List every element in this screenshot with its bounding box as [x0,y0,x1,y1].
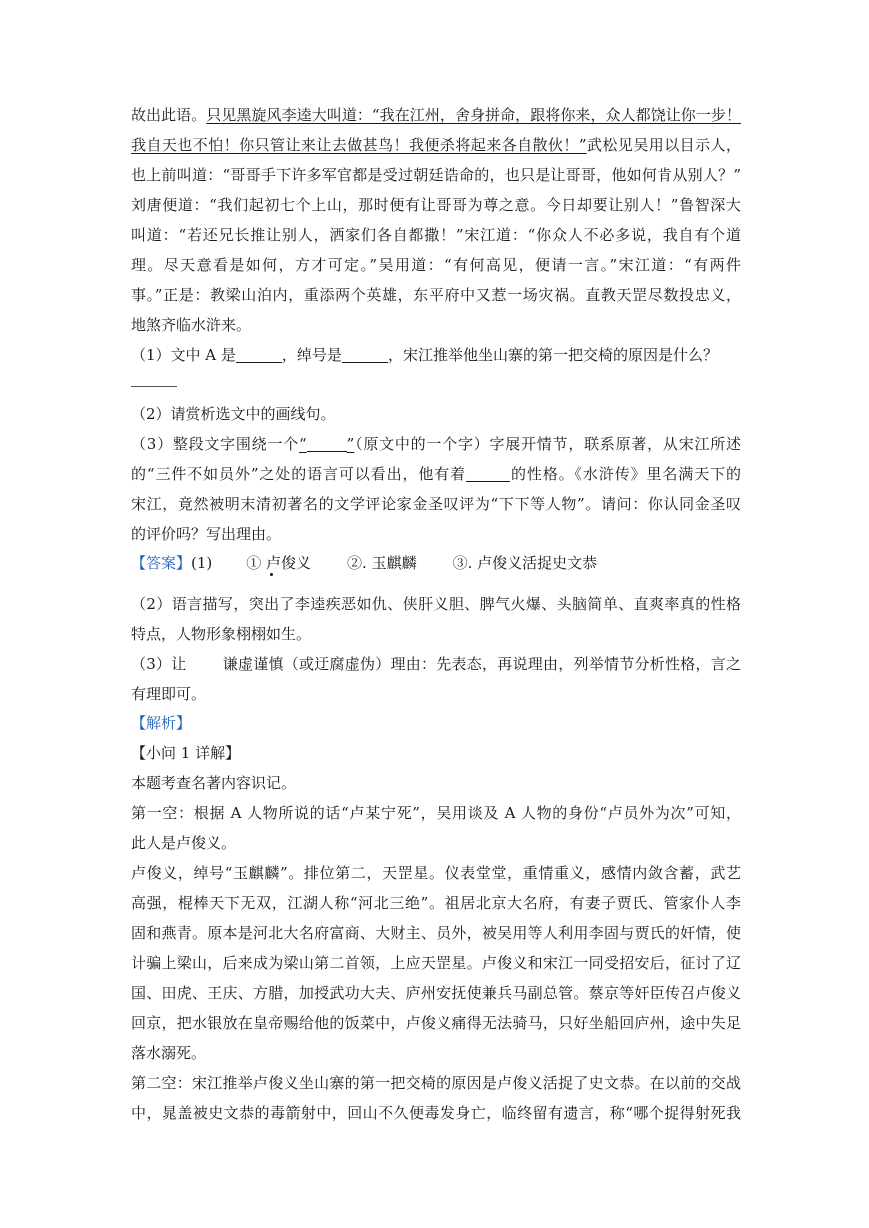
answer-3-line-1: （3）让 谦虚谨慎（或迂腐虚伪）理由：先表态，再说理由，列举情节分析性格，言之 [131,655,741,673]
passage-line-5: 叫道：“若还兄长推让别人，洒家们各自都撒！”宋江道：“你众人不必多说，我自有个道 [131,226,741,244]
answer-line-1: 【答案】(1) ① 卢俊义 ②. 玉麒麟 ③. 卢俊义活捉史文恭 [131,554,598,572]
analysis-p3-line-4: 计骗上梁山，后来成为梁山第二首领，上应天罡星。卢俊义和宋江一同受招安后，征讨了辽 [131,954,741,972]
passage-line-7: 事。”正是：教梁山泊内，重添两个英雄，东平府中又惹一场灾祸。直教天罡尽数投忠义， [131,286,741,304]
passage-line-4: 刘唐便道：“我们起初七个上山，那时便有让哥哥为尊之意。今日却要让别人！”鲁智深大 [131,196,741,214]
passage-line-6: 理。尽天意看是如何，方才可定。”吴用道：“有何高见，便请一言。”宋江道：“有两件 [131,256,741,274]
sub-question-heading: 【小问 1 详解】 [131,744,241,762]
analysis-p4-line-1: 第二空：宋江推举卢俊义坐山寨的第一把交椅的原因是卢俊义活捉了史文恭。在以前的交战 [131,1074,741,1092]
question-2: （2）请赏析选文中的画线句。 [131,405,336,423]
emphasis-dot [270,573,273,576]
question-3-line-2: 的“三件不如员外”之处的语言可以看出，他有着 的性格。《水浒传》里名满天下的 [131,465,741,483]
passage-line-1: 故出此语。只见黑旋风李逵大叫道：“我在江州，舍身拼命，跟将你来，众人都饶让你一步！ [131,106,741,124]
analysis-p3-line-2: 高强，棍棒天下无双，江湖人称“河北三绝”。祖居北京大名府，有妻子贾氏、管家仆人李 [131,894,741,912]
analysis-p4-line-2: 中，晁盖被史文恭的毒箭射中，回山不久便毒发身亡，临终留有遗言，称“哪个捉得射死我 [131,1104,741,1122]
analysis-p3-line-3: 固和燕青。原本是河北大名府富商、大财主、员外，被吴用等人利用李固与贾氏的奸情，使 [131,924,741,942]
answer-label: 【答案】 [131,554,192,572]
analysis-p3-line-1: 卢俊义，绰号“玉麒麟”。排位第二，天罡星。仪表堂堂，重情重义，感情内敛含蓄，武艺 [131,864,741,882]
analysis-p3-line-5: 国、田虎、王庆、方腊，加授武功大夫、庐州安抚使兼兵马副总管。蔡京等奸臣传召卢俊义 [131,984,741,1002]
answer-2-line-1: （2）语言描写，突出了李逵疾恶如仇、侠肝义胆、脾气火爆、头脑简单、直爽率真的性格 [131,595,741,613]
analysis-p3-line-7: 落水溺死。 [131,1044,207,1062]
answer-blank [342,346,388,363]
analysis-p3-line-6: 回京，把水银放在皇帝赐给他的饭菜中，卢俊义痛得无法骑马，只好坐船回庐州，途中失足 [131,1014,741,1032]
analysis-p2-line-2: 此人是卢俊义。 [131,834,237,852]
answer-blank [307,435,347,452]
underlined-sentence: 只见黑旋风李逵大叫道：“我在江州，舍身拼命，跟将你来，众人都饶让你一步！ [206,106,741,124]
passage-line-2: 我自天也不怕！你只管让来让去做甚鸟！我便杀将起来各自散伙！”武松见吴用以目示人， [131,136,741,154]
analysis-label: 【解析】 [131,714,192,732]
answer-blank [236,346,282,363]
analysis-p2-line-1: 第一空：根据 A 人物所说的话“卢某宁死”，吴用谈及 A 人物的身份“卢员外为次”可知， [131,804,741,822]
underlined-sentence: 我自天也不怕！你只管让来让去做甚鸟！我便杀将起来各自散伙！” [131,136,587,154]
question-1: （1）文中 A 是 ，绰号是 ，宋江推举他坐山寨的第一把交椅的原因是什么？ [131,346,718,364]
answer-3-line-2: 有理即可。 [131,685,207,703]
answer-blank [466,465,510,482]
answer-2-line-2: 特点，人物形象栩栩如生。 [131,625,312,643]
analysis-paragraph-1: 本题考查名著内容识记。 [131,774,297,792]
question-3-line-1: （3）整段文字围绕一个“ ”（原文中的一个字）字展开情节，联系原著，从宋江所述 [131,435,741,453]
passage-line-3: 也上前叫道：“哥哥手下许多军官都是受过朝廷诰命的，也只是让哥哥，他如何肯从别人？” [131,166,741,184]
passage-line-8: 地煞齐临水浒来。 [131,316,252,334]
question-3-line-3: 宋江，竟然被明末清初著名的文学评论家金圣叹评为“下下等人物”。请问：你认同金圣叹 [131,495,741,513]
answer-line [131,386,177,387]
question-3-line-4: 的评价吗？写出理由。 [131,525,282,543]
